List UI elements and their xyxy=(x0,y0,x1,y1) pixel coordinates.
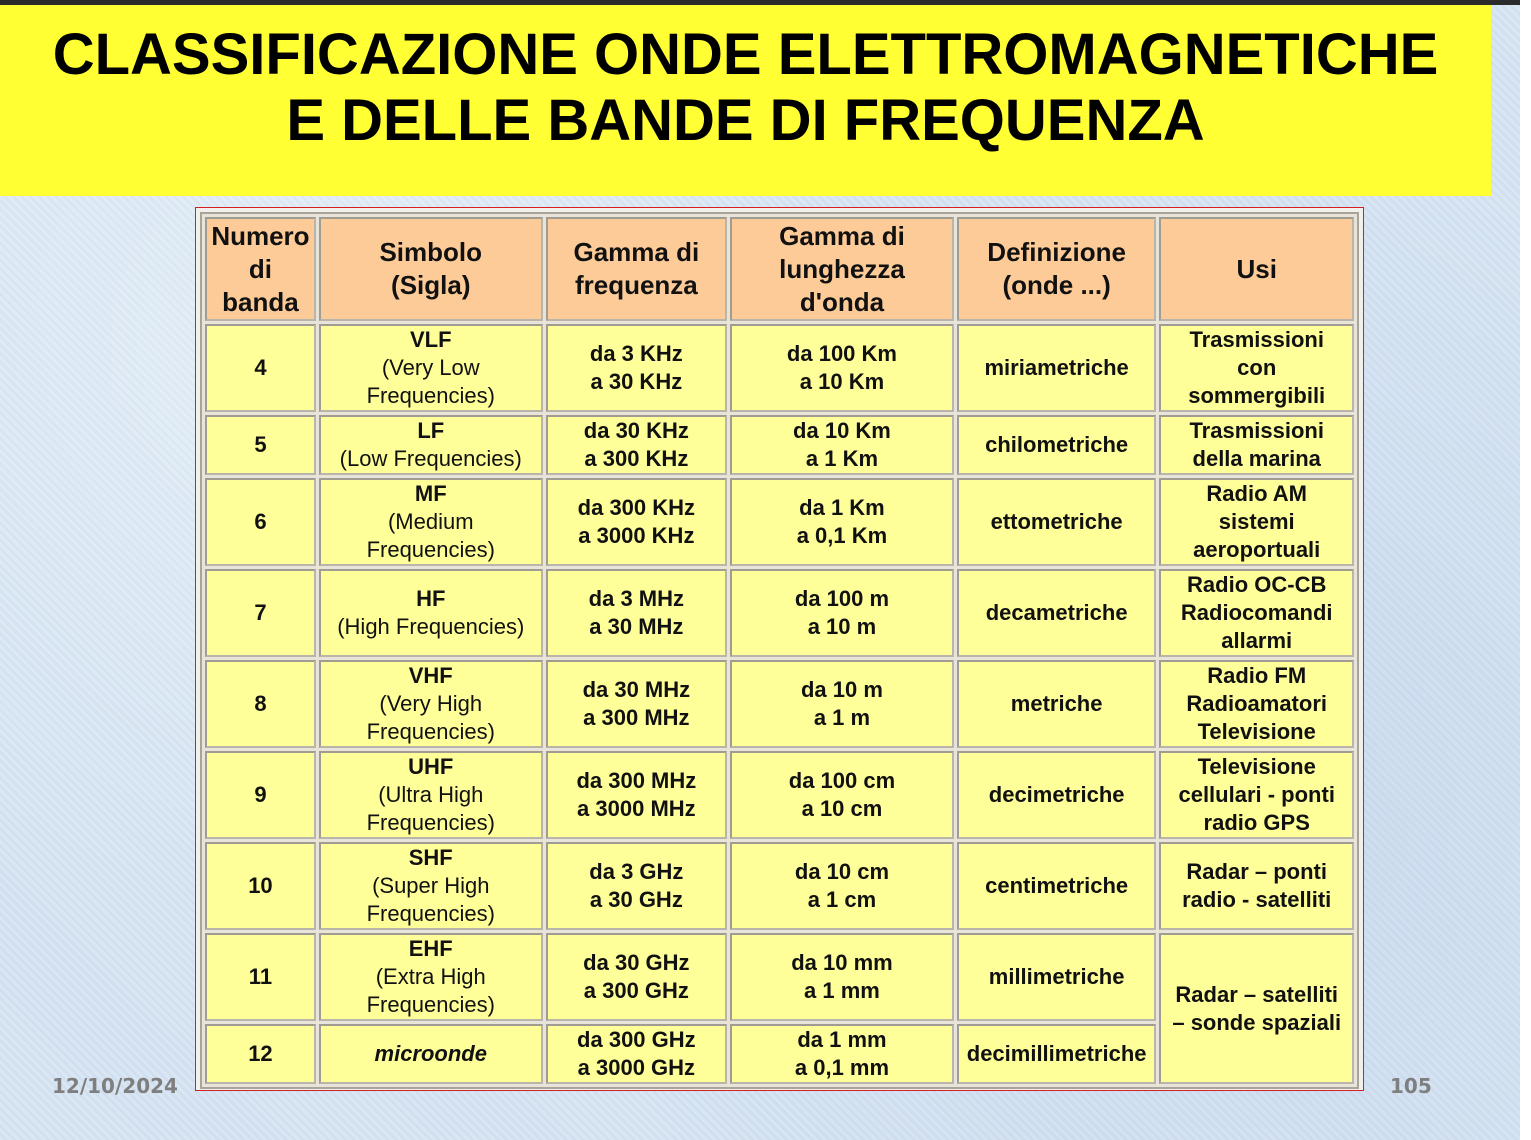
cell-sigla xyxy=(319,660,543,748)
wavelength-from: da 100 m xyxy=(794,586,890,611)
freq-from: da 3 GHz xyxy=(589,859,684,884)
header-line: d'onda xyxy=(799,286,885,317)
cell-lunghezza xyxy=(730,569,954,657)
freq-from: da 3 KHz xyxy=(589,341,683,366)
wavelength-to: a 1 mm xyxy=(804,978,880,1003)
usi-line: con xyxy=(1237,355,1277,380)
wavelength-from: da 10 cm xyxy=(794,859,890,884)
freq-from: da 300 MHz xyxy=(576,768,697,793)
title-banner xyxy=(0,5,1491,196)
sigla-desc: (Low Frequencies) xyxy=(339,446,522,471)
sigla-desc: Frequencies) xyxy=(366,719,495,744)
freq-to: a 300 KHz xyxy=(584,446,689,471)
cell-numero: 7 xyxy=(205,569,316,657)
cell-frequenza xyxy=(546,933,727,1021)
freq-from: da 3 MHz xyxy=(588,586,685,611)
usi-line: della marina xyxy=(1192,446,1321,471)
cell-lunghezza xyxy=(730,478,954,566)
sigla-desc: Frequencies) xyxy=(366,537,495,562)
page-number: 105 xyxy=(1390,1074,1432,1098)
header-numero xyxy=(205,217,316,321)
table-row xyxy=(205,478,1354,566)
usi-line: Televisione xyxy=(1197,719,1316,744)
cell-sigla xyxy=(319,842,543,930)
table-row xyxy=(205,751,1354,839)
sigla-code: EHF xyxy=(408,936,453,961)
header-line: banda xyxy=(222,286,299,317)
cell-numero: 10 xyxy=(205,842,316,930)
header-lunghezza xyxy=(730,217,954,321)
usi-line: Radio FM xyxy=(1207,663,1307,688)
usi-line: Radioamatori xyxy=(1186,691,1327,716)
table-row xyxy=(205,569,1354,657)
cell-lunghezza xyxy=(730,660,954,748)
usi-line: Trasmissioni xyxy=(1189,327,1324,352)
wavelength-from: da 10 Km xyxy=(793,418,891,443)
sigla-desc: (Ultra High xyxy=(378,782,484,807)
cell-usi xyxy=(1159,660,1354,748)
cell-frequenza xyxy=(546,1024,727,1084)
cell-sigla xyxy=(319,569,543,657)
usi-line: – sonde spaziali xyxy=(1172,1009,1342,1035)
usi-line: Radiocomandi xyxy=(1180,600,1333,625)
cell-sigla xyxy=(319,751,543,839)
cell-lunghezza xyxy=(730,415,954,475)
sigla-code: HF xyxy=(416,586,446,611)
cell-sigla xyxy=(319,324,543,412)
cell-sigla xyxy=(319,478,543,566)
usi-line: Televisione xyxy=(1197,754,1316,779)
usi-line: radio - satelliti xyxy=(1182,887,1332,912)
header-line: di xyxy=(248,253,272,284)
freq-from: da 30 MHz xyxy=(582,677,691,702)
wavelength-from: da 10 m xyxy=(800,677,883,702)
cell-definizione: centimetriche xyxy=(957,842,1157,930)
wavelength-from: da 100 Km xyxy=(786,341,897,366)
usi-line: sistemi xyxy=(1218,509,1295,534)
sigla-code: MF xyxy=(414,481,447,506)
table-header-row xyxy=(205,217,1354,321)
sigla-desc: (Extra High xyxy=(375,964,486,989)
cell-usi xyxy=(1159,478,1354,566)
sigla-code: UHF xyxy=(408,754,454,779)
freq-to: a 3000 KHz xyxy=(578,523,695,548)
freq-to: a 300 GHz xyxy=(583,978,689,1003)
header-line: Numero xyxy=(211,220,310,251)
cell-definizione: metriche xyxy=(957,660,1157,748)
cell-usi-merged xyxy=(1159,933,1354,1084)
cell-definizione: miriametriche xyxy=(957,324,1157,412)
cell-sigla xyxy=(319,1024,543,1084)
table-row xyxy=(205,415,1354,475)
sigla-desc: Frequencies) xyxy=(366,992,495,1017)
header-frequenza xyxy=(546,217,727,321)
header-line: Gamma di xyxy=(573,237,700,267)
cell-numero: 5 xyxy=(205,415,316,475)
freq-to: a 30 KHz xyxy=(590,369,683,394)
sigla-desc: (Very Low xyxy=(381,355,480,380)
freq-from: da 30 KHz xyxy=(583,418,689,443)
sigla-desc: (Super High xyxy=(372,873,490,898)
header-line: Definizione xyxy=(987,237,1126,267)
freq-to: a 30 GHz xyxy=(589,887,683,912)
table-row xyxy=(205,660,1354,748)
usi-line: Radio OC-CB xyxy=(1187,572,1327,597)
sigla-code: VHF xyxy=(408,663,453,688)
sigla-desc: Frequencies) xyxy=(366,810,495,835)
sigla-code: VLF xyxy=(409,327,452,352)
header-line: (Sigla) xyxy=(391,270,471,300)
wavelength-from: da 1 mm xyxy=(797,1027,887,1052)
header-line: (onde ...) xyxy=(1002,270,1111,300)
cell-numero: 9 xyxy=(205,751,316,839)
usi-line: allarmi xyxy=(1221,628,1293,653)
header-usi xyxy=(1159,217,1354,321)
cell-lunghezza xyxy=(730,842,954,930)
cell-lunghezza xyxy=(730,933,954,1021)
freq-from: da 300 KHz xyxy=(577,495,696,520)
sigla-desc: (High Frequencies) xyxy=(337,614,525,639)
cell-usi xyxy=(1159,569,1354,657)
wavelength-to: a 10 m xyxy=(807,614,877,639)
table-row xyxy=(205,933,1354,1021)
usi-line: radio GPS xyxy=(1203,810,1310,835)
header-line: lunghezza xyxy=(779,253,905,284)
cell-sigla xyxy=(319,415,543,475)
wavelength-from: da 100 cm xyxy=(788,768,896,793)
cell-frequenza xyxy=(546,842,727,930)
table-row xyxy=(205,324,1354,412)
sigla-code: microonde xyxy=(374,1041,487,1066)
wavelength-from: da 1 Km xyxy=(799,495,885,520)
freq-to: a 300 MHz xyxy=(583,705,690,730)
table-frame xyxy=(195,207,1364,1091)
usi-line: Radar – ponti xyxy=(1186,859,1327,884)
header-line: Simbolo xyxy=(379,237,483,267)
cell-definizione: decimillimetriche xyxy=(957,1024,1157,1084)
freq-to: a 3000 GHz xyxy=(577,1055,696,1080)
cell-sigla xyxy=(319,933,543,1021)
sigla-desc: Frequencies) xyxy=(366,383,495,408)
slide-title-line1: CLASSIFICAZIONE ONDE ELETTROMAGNETICHE xyxy=(52,21,1439,87)
sigla-code: SHF xyxy=(408,845,453,870)
cell-frequenza xyxy=(546,569,727,657)
cell-usi xyxy=(1159,842,1354,930)
cell-usi xyxy=(1159,415,1354,475)
wavelength-to: a 0,1 Km xyxy=(796,523,888,548)
table-row xyxy=(205,842,1354,930)
cell-frequenza xyxy=(546,478,727,566)
usi-line: Radar – satelliti xyxy=(1175,981,1339,1007)
cell-usi xyxy=(1159,324,1354,412)
freq-to: a 30 MHz xyxy=(589,614,684,639)
freq-from: da 30 GHz xyxy=(583,950,690,975)
cell-numero: 6 xyxy=(205,478,316,566)
usi-line: cellulari - ponti xyxy=(1178,782,1335,807)
sigla-desc: (Medium xyxy=(387,509,474,534)
wavelength-to: a 10 cm xyxy=(801,796,883,821)
cell-frequenza xyxy=(546,660,727,748)
wavelength-to: a 1 m xyxy=(813,705,871,730)
cell-frequenza xyxy=(546,415,727,475)
footer-date: 12/10/2024 xyxy=(52,1074,178,1098)
cell-definizione: chilometriche xyxy=(957,415,1157,475)
cell-definizione: millimetriche xyxy=(957,933,1157,1021)
header-definizione xyxy=(957,217,1157,321)
cell-usi xyxy=(1159,751,1354,839)
cell-lunghezza xyxy=(730,1024,954,1084)
wavelength-to: a 10 Km xyxy=(799,369,885,394)
sigla-desc: (Very High xyxy=(379,691,483,716)
cell-definizione: decametriche xyxy=(957,569,1157,657)
usi-line: sommergibili xyxy=(1188,383,1326,408)
wavelength-to: a 0,1 mm xyxy=(794,1055,890,1080)
wavelength-to: a 1 cm xyxy=(807,887,877,912)
sigla-desc: Frequencies) xyxy=(366,901,495,926)
right-edge xyxy=(1520,0,1531,1140)
header-line: Gamma di xyxy=(779,220,905,251)
cell-numero: 12 xyxy=(205,1024,316,1084)
freq-from: da 300 GHz xyxy=(577,1027,696,1052)
slide-title-line2: E DELLE BANDE DI FREQUENZA xyxy=(286,87,1205,153)
wavelength-from: da 10 mm xyxy=(791,950,893,975)
cell-lunghezza xyxy=(730,751,954,839)
header-line: Usi xyxy=(1236,253,1277,284)
cell-definizione: decimetriche xyxy=(957,751,1157,839)
cell-definizione: ettometriche xyxy=(957,478,1157,566)
usi-line: Trasmissioni xyxy=(1189,418,1324,443)
usi-line: aeroportuali xyxy=(1193,537,1321,562)
wavelength-to: a 1 Km xyxy=(805,446,879,471)
sigla-code: LF xyxy=(417,418,445,443)
cell-frequenza xyxy=(546,324,727,412)
header-simbolo xyxy=(319,217,543,321)
cell-numero: 8 xyxy=(205,660,316,748)
cell-lunghezza xyxy=(730,324,954,412)
cell-numero: 4 xyxy=(205,324,316,412)
frequency-bands-table xyxy=(200,212,1359,1089)
cell-frequenza xyxy=(546,751,727,839)
freq-to: a 3000 MHz xyxy=(577,796,696,821)
usi-line: Radio AM xyxy=(1206,481,1308,506)
header-line: frequenza xyxy=(574,270,698,300)
cell-numero: 11 xyxy=(205,933,316,1021)
